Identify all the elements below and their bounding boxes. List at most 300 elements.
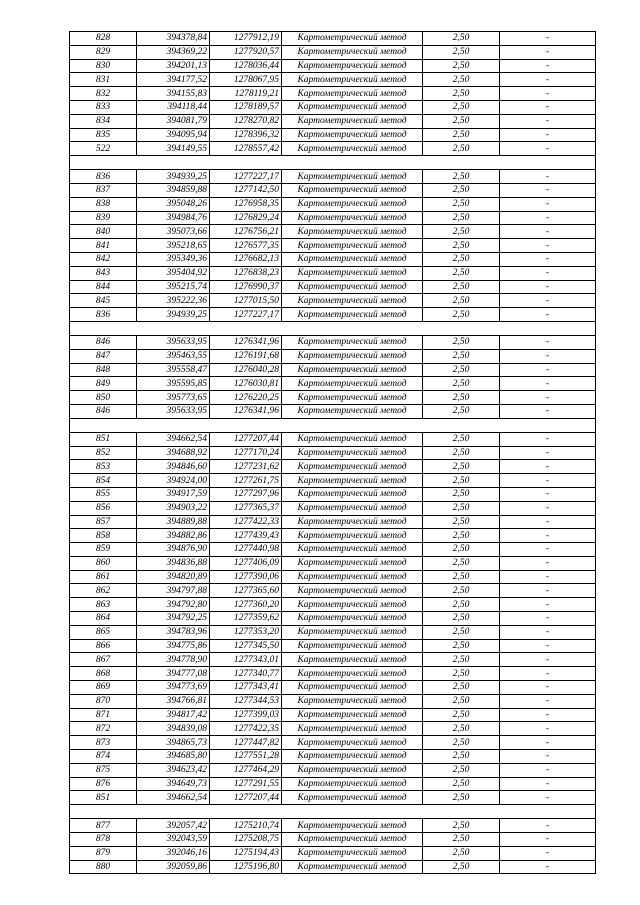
y-coordinate-cell: 1277353,20 [210,625,282,639]
table-row [70,570,596,584]
table-row [70,625,596,639]
point-number-cell: 833 [70,100,137,114]
point-number-cell: 837 [70,183,137,197]
x-coordinate-cell: 392046,16 [137,846,210,860]
method-cell: Картометрический метод [282,736,423,750]
y-coordinate-cell: 1276756,21 [210,225,282,239]
y-coordinate-cell: 1277464,29 [210,763,282,777]
table-row [70,432,596,446]
x-coordinate-cell: 394820,89 [137,570,210,584]
point-number-cell: 828 [70,32,137,46]
point-number-cell: 851 [70,791,137,805]
note-cell: - [500,529,596,543]
method-cell: Картометрический метод [282,391,423,405]
x-coordinate-cell: 394766,81 [137,694,210,708]
point-number-cell: 832 [70,87,137,101]
point-number-cell: 831 [70,73,137,87]
table-row [70,183,596,197]
y-coordinate-cell: 1278270,82 [210,114,282,128]
x-coordinate-cell: 394623,42 [137,763,210,777]
note-cell: - [500,460,596,474]
accuracy-cell: 2,50 [423,294,500,308]
accuracy-cell: 2,50 [423,667,500,681]
y-coordinate-cell: 1278396,32 [210,128,282,142]
x-coordinate-cell: 395404,92 [137,266,210,280]
method-cell: Картометрический метод [282,777,423,791]
accuracy-cell: 2,50 [423,612,500,626]
point-number-cell: 845 [70,294,137,308]
point-number-cell: 862 [70,584,137,598]
table-row [70,846,596,860]
method-cell: Картометрический метод [282,183,423,197]
table-row [70,363,596,377]
x-coordinate-cell: 394662,54 [137,791,210,805]
table-row [70,294,596,308]
x-coordinate-cell: 395349,36 [137,252,210,266]
method-cell: Картометрический метод [282,487,423,501]
x-coordinate-cell: 394095,94 [137,128,210,142]
y-coordinate-cell: 1278557,42 [210,142,282,156]
note-cell: - [500,404,596,418]
method-cell: Картометрический метод [282,584,423,598]
x-coordinate-cell: 394685,80 [137,750,210,764]
point-number-cell: 856 [70,501,137,515]
table-row [70,349,596,363]
point-number-cell: 859 [70,543,137,557]
method-cell: Картометрический метод [282,266,423,280]
accuracy-cell: 2,50 [423,404,500,418]
method-cell: Картометрический метод [282,114,423,128]
table-row [70,722,596,736]
y-coordinate-cell: 1277261,75 [210,474,282,488]
method-cell: Картометрический метод [282,515,423,529]
point-number-cell: 830 [70,59,137,73]
table-row [70,736,596,750]
method-cell: Картометрический метод [282,377,423,391]
method-cell: Картометрический метод [282,681,423,695]
y-coordinate-cell: 1277207,44 [210,432,282,446]
note-cell: - [500,363,596,377]
note-cell: - [500,100,596,114]
point-number-cell: 841 [70,239,137,253]
table-row [70,280,596,294]
note-cell: - [500,377,596,391]
y-coordinate-cell: 1277170,24 [210,446,282,460]
table-row [70,87,596,101]
accuracy-cell: 2,50 [423,639,500,653]
x-coordinate-cell: 392057,42 [137,819,210,833]
table-row [70,252,596,266]
y-coordinate-cell: 1277345,50 [210,639,282,653]
table-row [70,73,596,87]
y-coordinate-cell: 1276682,13 [210,252,282,266]
point-number-cell: 857 [70,515,137,529]
x-coordinate-cell: 394155,83 [137,87,210,101]
method-cell: Картометрический метод [282,529,423,543]
table-row [70,556,596,570]
x-coordinate-cell: 394846,60 [137,460,210,474]
method-cell: Картометрический метод [282,32,423,46]
method-cell: Картометрический метод [282,612,423,626]
y-coordinate-cell: 1277343,01 [210,653,282,667]
note-cell: - [500,446,596,460]
method-cell: Картометрический метод [282,791,423,805]
accuracy-cell: 2,50 [423,308,500,322]
y-coordinate-cell: 1278119,21 [210,87,282,101]
accuracy-cell: 2,50 [423,183,500,197]
point-number-cell: 835 [70,128,137,142]
table-row [70,460,596,474]
accuracy-cell: 2,50 [423,819,500,833]
note-cell: - [500,183,596,197]
accuracy-cell: 2,50 [423,791,500,805]
method-cell: Картометрический метод [282,59,423,73]
y-coordinate-cell: 1277340,77 [210,667,282,681]
y-coordinate-cell: 1277551,28 [210,750,282,764]
accuracy-cell: 2,50 [423,625,500,639]
note-cell: - [500,598,596,612]
note-cell: - [500,114,596,128]
accuracy-cell: 2,50 [423,694,500,708]
table-row [70,308,596,322]
point-number-cell: 869 [70,681,137,695]
note-cell: - [500,736,596,750]
table-row [70,142,596,156]
table-row [70,529,596,543]
note-cell: - [500,142,596,156]
accuracy-cell: 2,50 [423,100,500,114]
accuracy-cell: 2,50 [423,750,500,764]
point-number-cell: 878 [70,833,137,847]
accuracy-cell: 2,50 [423,114,500,128]
x-coordinate-cell: 394889,88 [137,515,210,529]
table-row [70,32,596,46]
note-cell: - [500,87,596,101]
method-cell: Картометрический метод [282,667,423,681]
point-number-cell: 870 [70,694,137,708]
point-number-cell: 839 [70,211,137,225]
note-cell: - [500,73,596,87]
note-cell: - [500,708,596,722]
accuracy-cell: 2,50 [423,556,500,570]
note-cell: - [500,501,596,515]
point-number-cell: 849 [70,377,137,391]
note-cell: - [500,556,596,570]
note-cell: - [500,308,596,322]
accuracy-cell: 2,50 [423,570,500,584]
x-coordinate-cell: 394118,44 [137,100,210,114]
accuracy-cell: 2,50 [423,763,500,777]
point-number-cell: 829 [70,45,137,59]
x-coordinate-cell: 394792,80 [137,598,210,612]
y-coordinate-cell: 1277297,96 [210,487,282,501]
accuracy-cell: 2,50 [423,266,500,280]
note-cell: - [500,487,596,501]
accuracy-cell: 2,50 [423,59,500,73]
y-coordinate-cell: 1276191,68 [210,349,282,363]
group-separator-row [70,156,596,170]
method-cell: Картометрический метод [282,363,423,377]
note-cell: - [500,211,596,225]
point-number-cell: 842 [70,252,137,266]
accuracy-cell: 2,50 [423,722,500,736]
point-number-cell: 867 [70,653,137,667]
table-row [70,404,596,418]
table-row [70,239,596,253]
table-body [70,32,596,874]
method-cell: Картометрический метод [282,87,423,101]
method-cell: Картометрический метод [282,252,423,266]
accuracy-cell: 2,50 [423,142,500,156]
y-coordinate-cell: 1275194,43 [210,846,282,860]
note-cell: - [500,474,596,488]
accuracy-cell: 2,50 [423,45,500,59]
y-coordinate-cell: 1276838,23 [210,266,282,280]
table-row [70,211,596,225]
point-number-cell: 848 [70,363,137,377]
y-coordinate-cell: 1277365,60 [210,584,282,598]
table-row [70,653,596,667]
table-row [70,197,596,211]
table-row [70,598,596,612]
table-row [70,667,596,681]
method-cell: Картометрический метод [282,570,423,584]
table-row [70,225,596,239]
note-cell: - [500,515,596,529]
table-row [70,128,596,142]
table-row [70,612,596,626]
x-coordinate-cell: 394903,22 [137,501,210,515]
note-cell: - [500,612,596,626]
y-coordinate-cell: 1276040,28 [210,363,282,377]
accuracy-cell: 2,50 [423,239,500,253]
point-number-cell: 836 [70,170,137,184]
point-number-cell: 834 [70,114,137,128]
accuracy-cell: 2,50 [423,391,500,405]
y-coordinate-cell: 1277359,62 [210,612,282,626]
x-coordinate-cell: 394378,84 [137,32,210,46]
note-cell: - [500,252,596,266]
method-cell: Картометрический метод [282,639,423,653]
y-coordinate-cell: 1276220,25 [210,391,282,405]
x-coordinate-cell: 394081,79 [137,114,210,128]
group-separator-row [70,321,596,335]
y-coordinate-cell: 1276958,35 [210,197,282,211]
y-coordinate-cell: 1276577,35 [210,239,282,253]
note-cell: - [500,833,596,847]
table-row [70,750,596,764]
x-coordinate-cell: 394773,69 [137,681,210,695]
note-cell: - [500,432,596,446]
x-coordinate-cell: 394924,00 [137,474,210,488]
method-cell: Картометрический метод [282,349,423,363]
method-cell: Картометрический метод [282,694,423,708]
y-coordinate-cell: 1277360,20 [210,598,282,612]
y-coordinate-cell: 1277440,98 [210,543,282,557]
y-coordinate-cell: 1277344,53 [210,694,282,708]
y-coordinate-cell: 1277406,09 [210,556,282,570]
y-coordinate-cell: 1276341,96 [210,335,282,349]
note-cell: - [500,722,596,736]
method-cell: Картометрический метод [282,45,423,59]
note-cell: - [500,777,596,791]
accuracy-cell: 2,50 [423,170,500,184]
x-coordinate-cell: 395633,95 [137,404,210,418]
method-cell: Картометрический метод [282,128,423,142]
point-number-cell: 874 [70,750,137,764]
point-number-cell: 863 [70,598,137,612]
x-coordinate-cell: 394917,59 [137,487,210,501]
accuracy-cell: 2,50 [423,197,500,211]
point-number-cell: 858 [70,529,137,543]
point-number-cell: 860 [70,556,137,570]
table-row [70,543,596,557]
x-coordinate-cell: 394792,25 [137,612,210,626]
y-coordinate-cell: 1277343,41 [210,681,282,695]
point-number-cell: 871 [70,708,137,722]
method-cell: Картометрический метод [282,170,423,184]
y-coordinate-cell: 1278036,44 [210,59,282,73]
accuracy-cell: 2,50 [423,543,500,557]
method-cell: Картометрический метод [282,142,423,156]
x-coordinate-cell: 394649,73 [137,777,210,791]
x-coordinate-cell: 394778,90 [137,653,210,667]
method-cell: Картометрический метод [282,294,423,308]
point-number-cell: 840 [70,225,137,239]
table-row [70,708,596,722]
note-cell: - [500,791,596,805]
table-row [70,639,596,653]
point-number-cell: 879 [70,846,137,860]
table-row [70,377,596,391]
x-coordinate-cell: 394662,54 [137,432,210,446]
y-coordinate-cell: 1277291,55 [210,777,282,791]
method-cell: Картометрический метод [282,239,423,253]
accuracy-cell: 2,50 [423,87,500,101]
point-number-cell: 844 [70,280,137,294]
x-coordinate-cell: 394201,13 [137,59,210,73]
method-cell: Картометрический метод [282,653,423,667]
method-cell: Картометрический метод [282,446,423,460]
note-cell: - [500,639,596,653]
accuracy-cell: 2,50 [423,32,500,46]
accuracy-cell: 2,50 [423,860,500,874]
method-cell: Картометрический метод [282,73,423,87]
note-cell: - [500,763,596,777]
point-number-cell: 847 [70,349,137,363]
y-coordinate-cell: 1277227,17 [210,308,282,322]
accuracy-cell: 2,50 [423,211,500,225]
point-number-cell: 865 [70,625,137,639]
method-cell: Картометрический метод [282,750,423,764]
note-cell: - [500,349,596,363]
x-coordinate-cell: 394149,55 [137,142,210,156]
y-coordinate-cell: 1276341,96 [210,404,282,418]
method-cell: Картометрический метод [282,543,423,557]
y-coordinate-cell: 1278067,95 [210,73,282,87]
note-cell: - [500,860,596,874]
point-number-cell: 873 [70,736,137,750]
coordinates-table [69,31,596,874]
note-cell: - [500,59,596,73]
x-coordinate-cell: 395633,95 [137,335,210,349]
separator-cell [70,156,596,170]
x-coordinate-cell: 395463,55 [137,349,210,363]
y-coordinate-cell: 1277422,33 [210,515,282,529]
y-coordinate-cell: 1277399,03 [210,708,282,722]
y-coordinate-cell: 1277422,35 [210,722,282,736]
note-cell: - [500,294,596,308]
y-coordinate-cell: 1277390,06 [210,570,282,584]
table-row [70,819,596,833]
note-cell: - [500,239,596,253]
method-cell: Картометрический метод [282,598,423,612]
x-coordinate-cell: 394369,22 [137,45,210,59]
table-row [70,266,596,280]
table-row [70,487,596,501]
table-row [70,446,596,460]
accuracy-cell: 2,50 [423,529,500,543]
accuracy-cell: 2,50 [423,833,500,847]
x-coordinate-cell: 394882,86 [137,529,210,543]
note-cell: - [500,197,596,211]
x-coordinate-cell: 394177,52 [137,73,210,87]
accuracy-cell: 2,50 [423,708,500,722]
x-coordinate-cell: 394865,73 [137,736,210,750]
x-coordinate-cell: 394777,08 [137,667,210,681]
accuracy-cell: 2,50 [423,736,500,750]
method-cell: Картометрический метод [282,763,423,777]
accuracy-cell: 2,50 [423,252,500,266]
note-cell: - [500,335,596,349]
point-number-cell: 853 [70,460,137,474]
note-cell: - [500,170,596,184]
y-coordinate-cell: 1276990,37 [210,280,282,294]
note-cell: - [500,570,596,584]
x-coordinate-cell: 395773,65 [137,391,210,405]
y-coordinate-cell: 1277365,37 [210,501,282,515]
table-row [70,860,596,874]
x-coordinate-cell: 395048,26 [137,197,210,211]
method-cell: Картометрический метод [282,556,423,570]
x-coordinate-cell: 392043,59 [137,833,210,847]
accuracy-cell: 2,50 [423,349,500,363]
separator-cell [70,321,596,335]
note-cell: - [500,280,596,294]
accuracy-cell: 2,50 [423,377,500,391]
x-coordinate-cell: 395595,85 [137,377,210,391]
table-row [70,694,596,708]
method-cell: Картометрический метод [282,197,423,211]
note-cell: - [500,667,596,681]
y-coordinate-cell: 1277142,50 [210,183,282,197]
method-cell: Картометрический метод [282,460,423,474]
point-number-cell: 876 [70,777,137,791]
table-row [70,584,596,598]
method-cell: Картометрический метод [282,501,423,515]
y-coordinate-cell: 1275210,74 [210,819,282,833]
method-cell: Картометрический метод [282,708,423,722]
x-coordinate-cell: 394797,88 [137,584,210,598]
group-separator-row [70,418,596,432]
y-coordinate-cell: 1277912,19 [210,32,282,46]
table-row [70,170,596,184]
x-coordinate-cell: 394984,76 [137,211,210,225]
table-row [70,777,596,791]
accuracy-cell: 2,50 [423,446,500,460]
method-cell: Картометрический метод [282,211,423,225]
x-coordinate-cell: 394817,42 [137,708,210,722]
